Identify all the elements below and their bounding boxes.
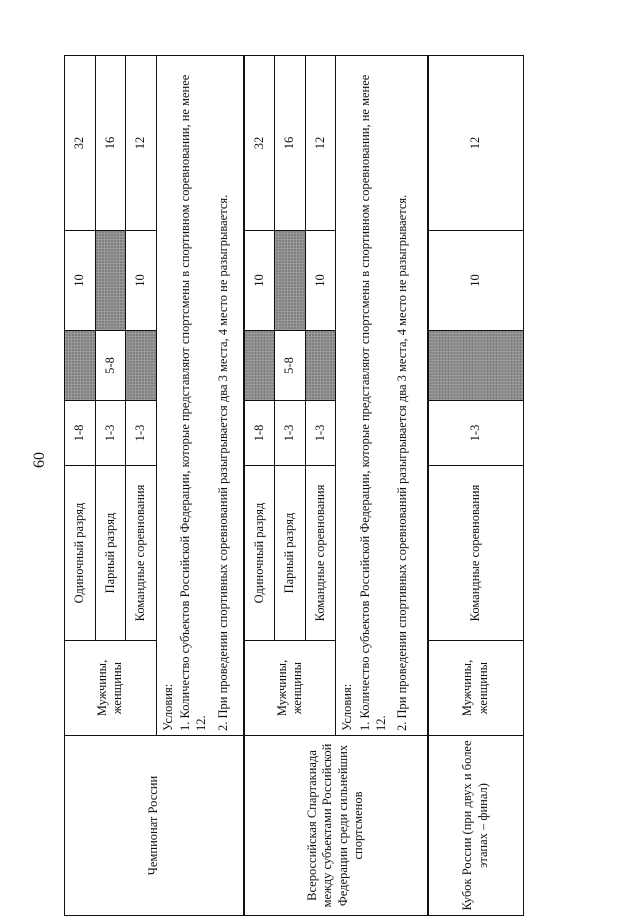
shaded-cell: [126, 331, 157, 401]
shaded-cell: [244, 331, 275, 401]
value-cell: 32: [65, 56, 96, 231]
rotated-table-region: [64, 56, 524, 916]
places-cell: 5-8: [95, 331, 126, 401]
page-number: 60: [31, 452, 48, 468]
value-cell: 16: [95, 56, 126, 231]
discipline-cell: Парный разряд: [275, 466, 306, 641]
table-container: [64, 56, 524, 916]
value-cell: 12: [305, 56, 336, 231]
conditions-cell: [156, 56, 244, 736]
discipline-cell: Командные соревнования: [428, 466, 524, 641]
competition-name: Чемпионат России: [65, 736, 245, 916]
competition-name: Всероссийская Спартакиада между субъектами Российской Федерации среди сильнейших спортсменов: [244, 736, 428, 916]
places-cell: 1-3: [275, 401, 306, 466]
shaded-cell: [428, 331, 524, 401]
value-cell: 10: [305, 231, 336, 331]
value-cell: 32: [244, 56, 275, 231]
discipline-cell: Парный разряд: [95, 466, 126, 641]
table-row: [428, 56, 524, 916]
value-cell: 12: [126, 56, 157, 231]
condition-item: 1. Количество субъектов Российской Федерации, которые представляют спортсмены в спортивном соревновании, не менее 12.: [178, 74, 209, 731]
shaded-cell: [275, 231, 306, 331]
places-cell: 1-8: [244, 401, 275, 466]
value-cell: 10: [126, 231, 157, 331]
value-cell: 10: [428, 231, 524, 331]
conditions-title: Условия:: [340, 683, 355, 731]
condition-item: 1. Количество субъектов Российской Федерации, которые представляют спортсмены в спортивном соревновании, не менее 12.: [357, 74, 388, 731]
gender-cell: Мужчины, женщины: [428, 641, 524, 736]
places-cell: 5-8: [275, 331, 306, 401]
discipline-cell: Командные соревнования: [305, 466, 336, 641]
conditions-cell: [336, 56, 428, 736]
gender-cell: Мужчины, женщины: [65, 641, 157, 736]
discipline-cell: Командные соревнования: [126, 466, 157, 641]
places-cell: 1-3: [428, 401, 524, 466]
discipline-cell: Одиночный разряд: [244, 466, 275, 641]
gender-cell: Мужчины, женщины: [244, 641, 336, 736]
value-cell: 16: [275, 56, 306, 231]
shaded-cell: [305, 331, 336, 401]
value-cell: 12: [428, 56, 524, 231]
table-row: [244, 56, 275, 916]
competition-name: Кубок России (при двух и более этапах – финал): [428, 736, 524, 916]
condition-item: 2. При проведении спортивных соревнований разыгрывается два 3 места, 4 место не разыгрывается.: [395, 194, 410, 731]
shaded-cell: [95, 231, 126, 331]
sport-classification-table: [64, 55, 524, 916]
places-cell: 1-3: [126, 401, 157, 466]
places-cell: 1-3: [305, 401, 336, 466]
table-row: [65, 56, 96, 916]
conditions-title: Условия:: [160, 683, 175, 731]
shaded-cell: [65, 331, 96, 401]
places-cell: 1-8: [65, 401, 96, 466]
value-cell: 10: [244, 231, 275, 331]
value-cell: 10: [65, 231, 96, 331]
discipline-cell: Одиночный разряд: [65, 466, 96, 641]
condition-item: 2. При проведении спортивных соревнований разыгрывается два 3 места, 4 место не разыгрывается.: [215, 194, 230, 731]
places-cell: 1-3: [95, 401, 126, 466]
